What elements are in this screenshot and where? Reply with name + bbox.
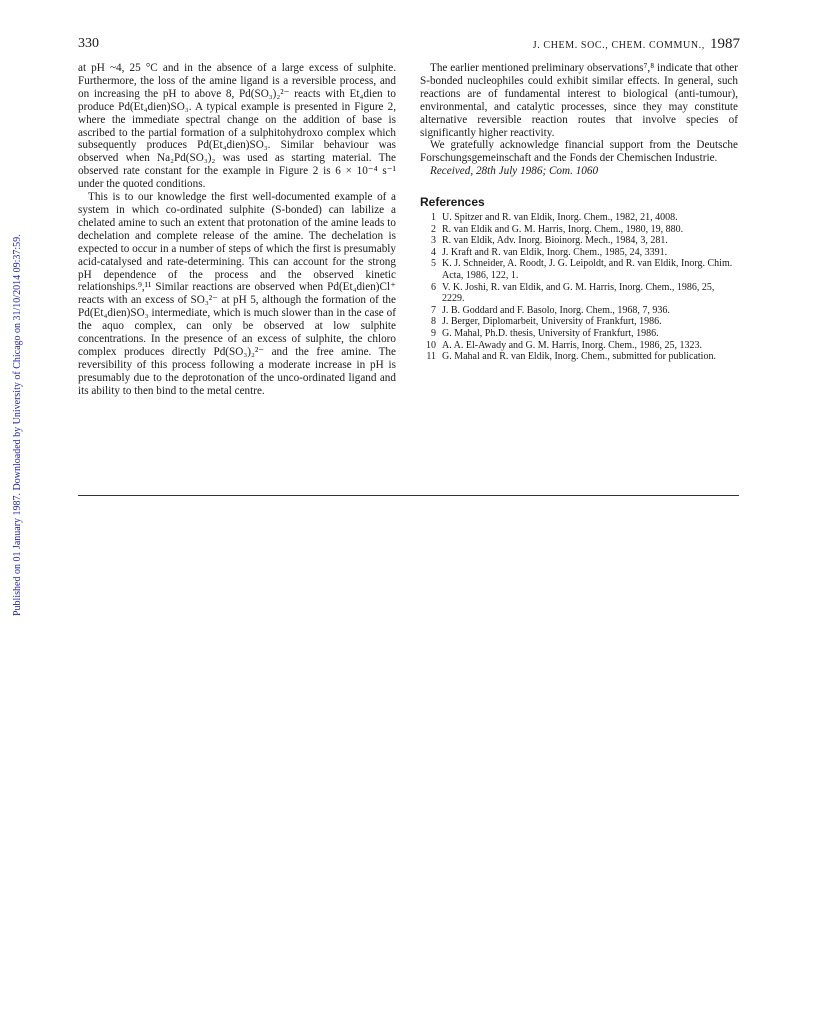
- reference-number: 6: [431, 281, 436, 293]
- reference-text: U. Spitzer and R. van Eldik, Inorg. Chem., 1982, 21, 4008.: [442, 212, 678, 224]
- reference-item: [420, 212, 738, 224]
- reference-text: A. A. El-Awady and G. M. Harris, Inorg. Chem., 1986, 25, 1323.: [442, 339, 702, 351]
- reference-item: [420, 351, 738, 363]
- reference-number: 1: [431, 212, 436, 224]
- reference-text: R. van Eldik, Adv. Inorg. Bioinorg. Mech., 1984, 3, 281.: [442, 235, 668, 247]
- reference-text: K. J. Schneider, A. Roodt, J. G. Leipoldt, and R. van Eldik, Inorg. Chim. Acta, 1986, 122, 1.: [442, 258, 733, 282]
- journal-year: 1987: [710, 36, 740, 52]
- reference-text: V. K. Joshi, R. van Eldik, and G. M. Harris, Inorg. Chem., 1986, 25, 2229.: [442, 281, 715, 305]
- reference-item: [420, 305, 738, 317]
- reference-text: J. Berger, Diplomarbeit, University of Frankfurt, 1986.: [442, 316, 662, 328]
- reference-number: 3: [431, 235, 436, 247]
- paragraph: This is to our knowledge the first well-documented example of a system in which co-ordinated sulphite (S-bonded) can labilize a chelated amine to such an extent that protonation of the amine leads to dechelation and complete release of the amine. The dechelation is expected to occur in a number of steps of which the first is presumably acid-catalysed and rate-determining. This can account for the strong pH dependence of the process and the observed kinetic relationships.⁹,¹¹ Similar reactions are observed when Pd(Et₄dien)Cl⁺ reacts with an excess of SO₃²⁻ at pH 5, although the formation of the Pd(Et₄dien)SO₃ intermediate, which is much slower than in the case of the aquo complex, can only be observed at low sulphite concentrations. In the presence of an excess of sulphite, the chloro complex produces directly Pd(SO₃)₂²⁻ and the free amine. The reversibility of this process following a moderate increase in pH is presumably due to the deprotonation of the unco-ordinated ligand and its ability to then bind to the metal centre.: [78, 191, 396, 397]
- reference-item: [420, 340, 738, 352]
- running-head: [533, 36, 740, 53]
- reference-number: 8: [431, 316, 436, 328]
- journal-title: J. CHEM. SOC., CHEM. COMMUN.,: [532, 40, 705, 51]
- reference-item: [420, 258, 738, 281]
- left-column: [78, 62, 396, 398]
- reference-item: [420, 282, 738, 305]
- reference-number: 7: [431, 304, 436, 316]
- reference-text: G. Mahal, Ph.D. thesis, University of Frankfurt, 1986.: [442, 328, 659, 339]
- received-date: Received, 28th July 1986; Com. 1060: [430, 165, 599, 178]
- download-watermark[interactable]: Published on 01 January 1987. Downloaded by University of Chicago on 31/10/2014 09:37:59.: [12, 234, 23, 616]
- reference-text: J. Kraft and R. van Eldik, Inorg. Chem., 1985, 24, 3391.: [442, 246, 668, 258]
- reference-number: 2: [431, 223, 436, 235]
- page-divider: [78, 495, 739, 496]
- reference-item: [420, 316, 738, 328]
- reference-list: [420, 212, 738, 363]
- reference-text: J. B. Goddard and F. Basolo, Inorg. Chem., 1968, 7, 936.: [442, 304, 670, 316]
- reference-item: [420, 247, 738, 259]
- reference-number: 5: [431, 258, 436, 270]
- paragraph: The earlier mentioned preliminary observations⁷,⁸ indicate that other S-bonded nucleophiles could exhibit similar effects. In general, such reactions are of fundamental interest to biological (anti-tumour), environmental, and catalytic processes, since they may constitute alternative reversible reaction routes that involve species of significantly higher reactivity.: [420, 62, 738, 139]
- page-number: 330: [78, 36, 99, 51]
- reference-item: [420, 224, 738, 236]
- reference-number: 4: [431, 246, 436, 258]
- right-column: [420, 62, 738, 363]
- acknowledgement: We gratefully acknowledge financial support from the Deutsche Forschungsgemeinschaft and the Fonds der Chemischen Industrie.: [420, 139, 738, 165]
- reference-number: 11: [426, 351, 436, 363]
- paragraph: at pH ~4, 25 °C and in the absence of a large excess of sulphite. Furthermore, the loss of the amine ligand is a reversible process, and on increasing the pH to above 8, Pd(SO₃)₂²⁻ reacts with Et₄dien to produce Pd(Et₄dien)SO₃. A typical example is presented in Figure 2, where the immediate spectral change on the addition of base is ascribed to the partial formation of a sulphitohydroxo complex which subsequently produces Pd(Et₄dien)SO₃. Similar behaviour was observed when Na₂Pd(SO₃)₂ was used as starting material. The observed rate constant for the example in Figure 2 is 6 × 10⁻⁴ s⁻¹ under the quoted conditions.: [78, 62, 396, 191]
- reference-item: [420, 235, 738, 247]
- reference-text: G. Mahal and R. van Eldik, Inorg. Chem., submitted for publication.: [442, 351, 716, 363]
- reference-item: [420, 328, 738, 340]
- references-heading: References: [420, 195, 485, 210]
- reference-number: 9: [431, 328, 436, 339]
- reference-number: 10: [426, 339, 436, 351]
- reference-text: R. van Eldik and G. M. Harris, Inorg. Chem., 1980, 19, 880.: [442, 223, 684, 235]
